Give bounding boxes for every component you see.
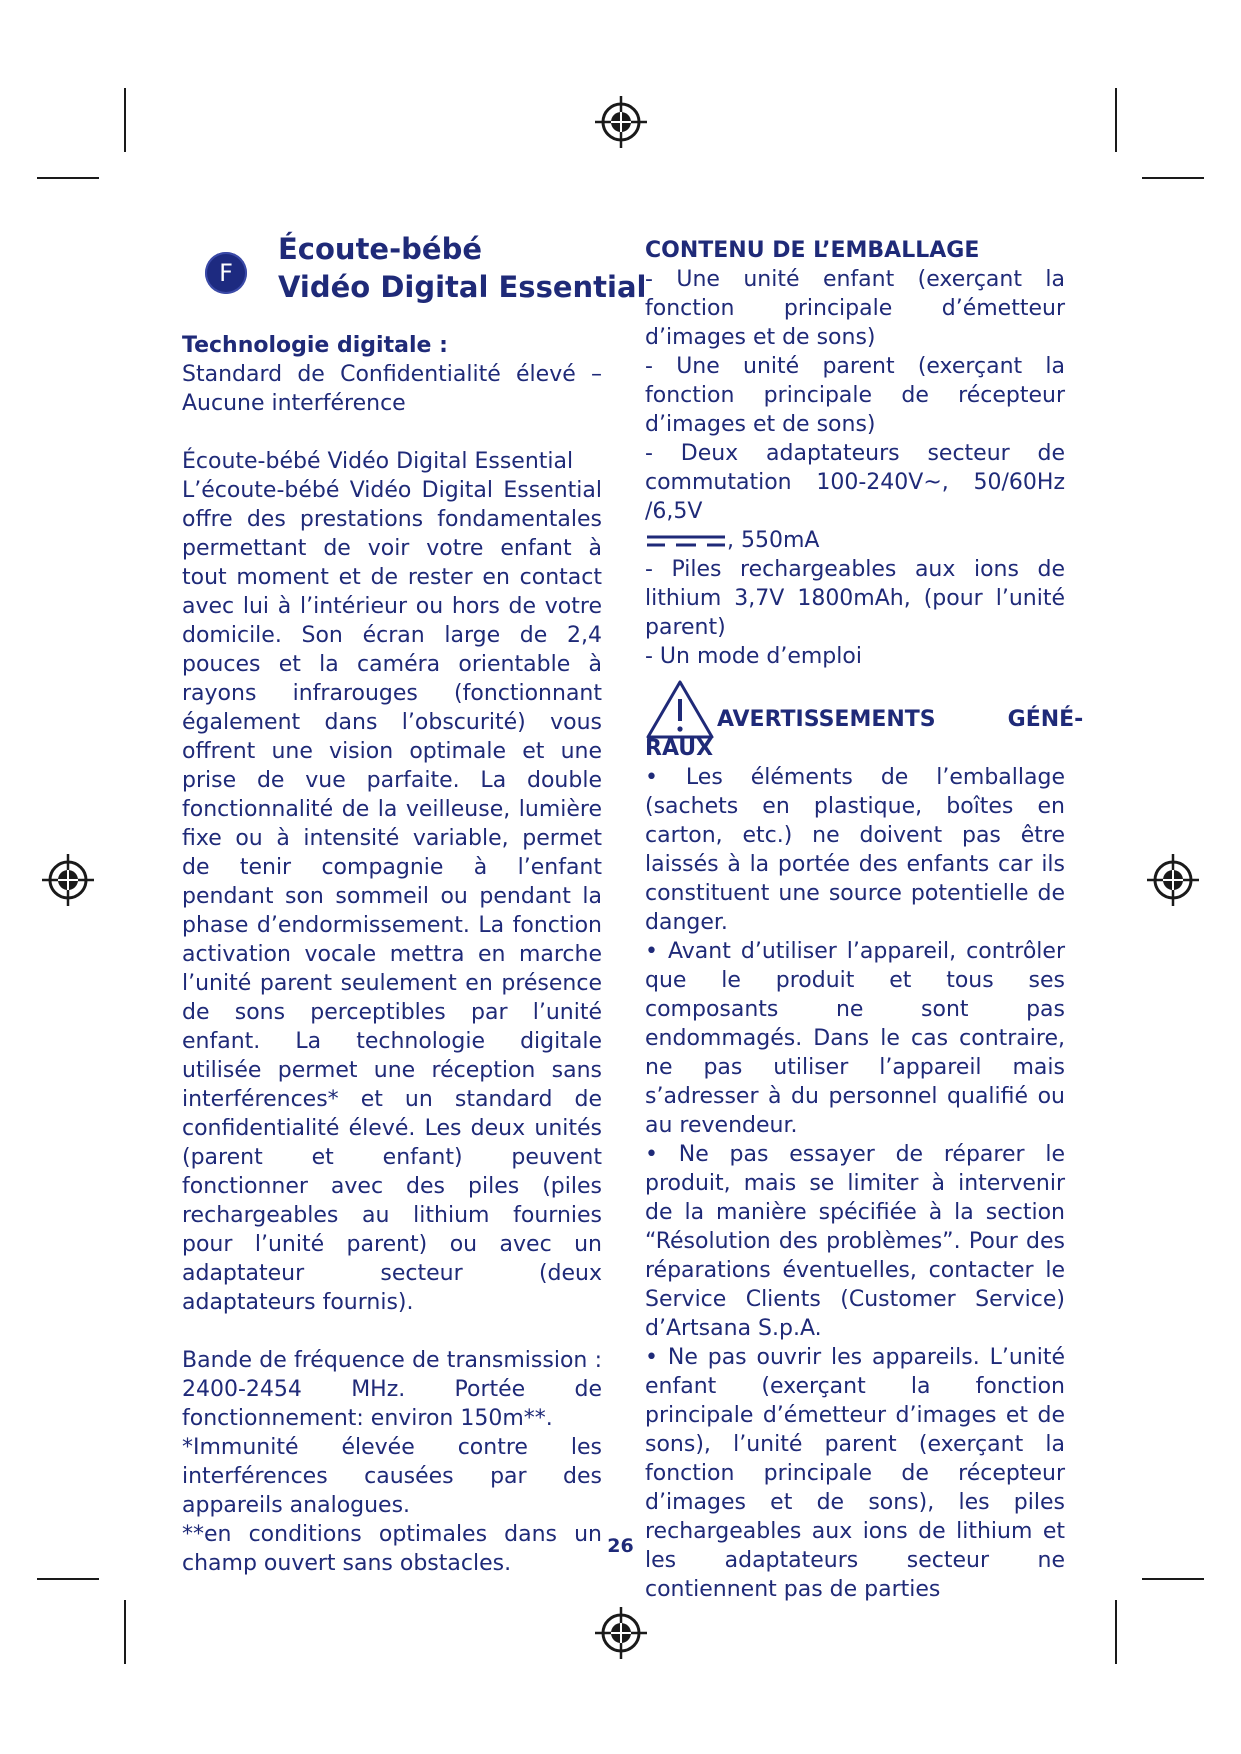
- registration-mark-top: [593, 94, 649, 150]
- warnings-heading-part-3: RAUX: [645, 736, 714, 761]
- warning-item-2: • Avant d’utiliser l’appareil, contrôler que le produit et tous ses composants ne sont pas endommagés. Dans le cas contraire, ne pas utiliser l’appareil mais s’adresser à du personnel qualifié ou au revendeur.: [645, 939, 1065, 1138]
- footnote-2: **en conditions optimales dans un champ ouvert sans obstacles.: [182, 1522, 602, 1576]
- contents-item-4: - Piles rechargeables aux ions de lithium 3,7V 1800mAh, (pour l’unité parent): [645, 557, 1065, 640]
- crop-mark-bottom-left-horizontal: [37, 1578, 99, 1580]
- title-line-2: Vidéo Digital Essential: [278, 270, 647, 304]
- product-name: Écoute-bébé Vidéo Digital Essential: [182, 449, 574, 474]
- warning-item-4: • Ne pas ouvrir les appareils. L’unité enfant (exerçant la fonction principale d’émetteur d’images et de sons), l’unité parent (exerçant la fonction principale de récepteur d’images et de sons), les piles rechargeables aux ions de lithium et les adaptateurs secteur ne contiennent pas de parties: [645, 1345, 1065, 1602]
- left-column: [182, 331, 602, 1578]
- contents-item-5: - Un mode d’emploi: [645, 644, 862, 669]
- crop-mark-top-right-horizontal: [1142, 177, 1204, 179]
- page-title: [278, 230, 646, 306]
- warning-item-1: • Les éléments de l’emballage (sachets en plastique, boîtes en carton, etc.) ne doivent pas être laissés à la portée des enfants car ils constituent une source potentielle de danger.: [645, 765, 1065, 935]
- contents-heading: CONTENU DE L’EMBALLAGE: [645, 238, 980, 263]
- contents-item-3-text: - Deux adaptateurs secteur de commutation 100-240V~, 50/60Hz /6,5V: [645, 441, 1065, 524]
- tech-text: Standard de Confidentialité élevé – Aucune interférence: [182, 362, 602, 416]
- adapter-current: , 550mA: [727, 528, 820, 553]
- crop-mark-bottom-right-horizontal: [1142, 1578, 1204, 1580]
- dc-symbol-icon: [645, 531, 727, 551]
- tech-heading: Technologie digitale :: [182, 333, 448, 358]
- contents-item-2: - Une unité parent (exerçant la fonction principale de récepteur d’images et de sons): [645, 354, 1065, 437]
- crop-mark-bottom-left-vertical: [124, 1600, 126, 1664]
- frequency-text: Bande de fréquence de transmission : 2400-2454 MHz. Portée de fonctionnement: environ 150m**.: [182, 1348, 602, 1431]
- warning-triangle-icon: [645, 679, 715, 741]
- warnings-heading: [645, 705, 1084, 734]
- crop-mark-top-left-horizontal: [37, 177, 99, 179]
- warning-item-3: • Ne pas essayer de réparer le produit, mais se limiter à intervenir de la manière spécifiée à la section “Résolution des problèmes”. Pour des réparations éventuelles, contacter le Service Clients (Customer Service) d’Artsana S.p.A.: [645, 1142, 1065, 1341]
- registration-mark-right: [1145, 852, 1201, 908]
- registration-mark-left: [40, 852, 96, 908]
- crop-mark-top-right-vertical: [1115, 88, 1117, 152]
- warnings-heading-part-2: GÉNÉ-: [1007, 707, 1084, 732]
- language-badge: F: [205, 252, 247, 294]
- title-line-1: Écoute-bébé: [278, 232, 482, 266]
- contents-item-3: [645, 439, 1065, 555]
- contents-item-1: - Une unité enfant (exerçant la fonction principale d’émetteur d’images et de sons): [645, 267, 1065, 350]
- page-number: 26: [607, 1535, 634, 1557]
- product-description: L’écoute-bébé Vidéo Digital Essential offre des prestations fondamentales permettant de voir votre enfant à tout moment et de rester en contact avec lui à l’intérieur ou hors de votre domicile. Son écran large de 2,4 pouces et la caméra orientable à rayons infrarouges (fonctionnant également dans l’obscurité) vous offrent une vision optimale et une prise de vue parfaite. La double fonctionnalité de la veilleuse, lumière fixe ou à intensité variable, permet de tenir compagnie à l’enfant pendant son sommeil ou pendant la phase d’endormissement. La fonction activation vocale mettra en marche l’unité parent seulement en présence de sons perceptibles par l’unité enfant. La technologie digitale utilisée permet une réception sans interférences* et un standard de confidentialité élevé. Les deux unités (parent et enfant) peuvent fonctionner avec des piles (piles rechargeables au lithium fournies pour l’unité parent) ou avec un adaptateur secteur (deux adaptateurs fournis).: [182, 478, 602, 1315]
- crop-mark-top-left-vertical: [124, 88, 126, 152]
- crop-mark-bottom-right-vertical: [1115, 1600, 1117, 1664]
- warnings-heading-part-1: AVERTISSEMENTS: [717, 707, 936, 732]
- footnote-1: *Immunité élevée contre les interférences causées par des appareils analogues.: [182, 1435, 602, 1518]
- registration-mark-bottom: [593, 1605, 649, 1661]
- right-column: [645, 236, 1084, 1604]
